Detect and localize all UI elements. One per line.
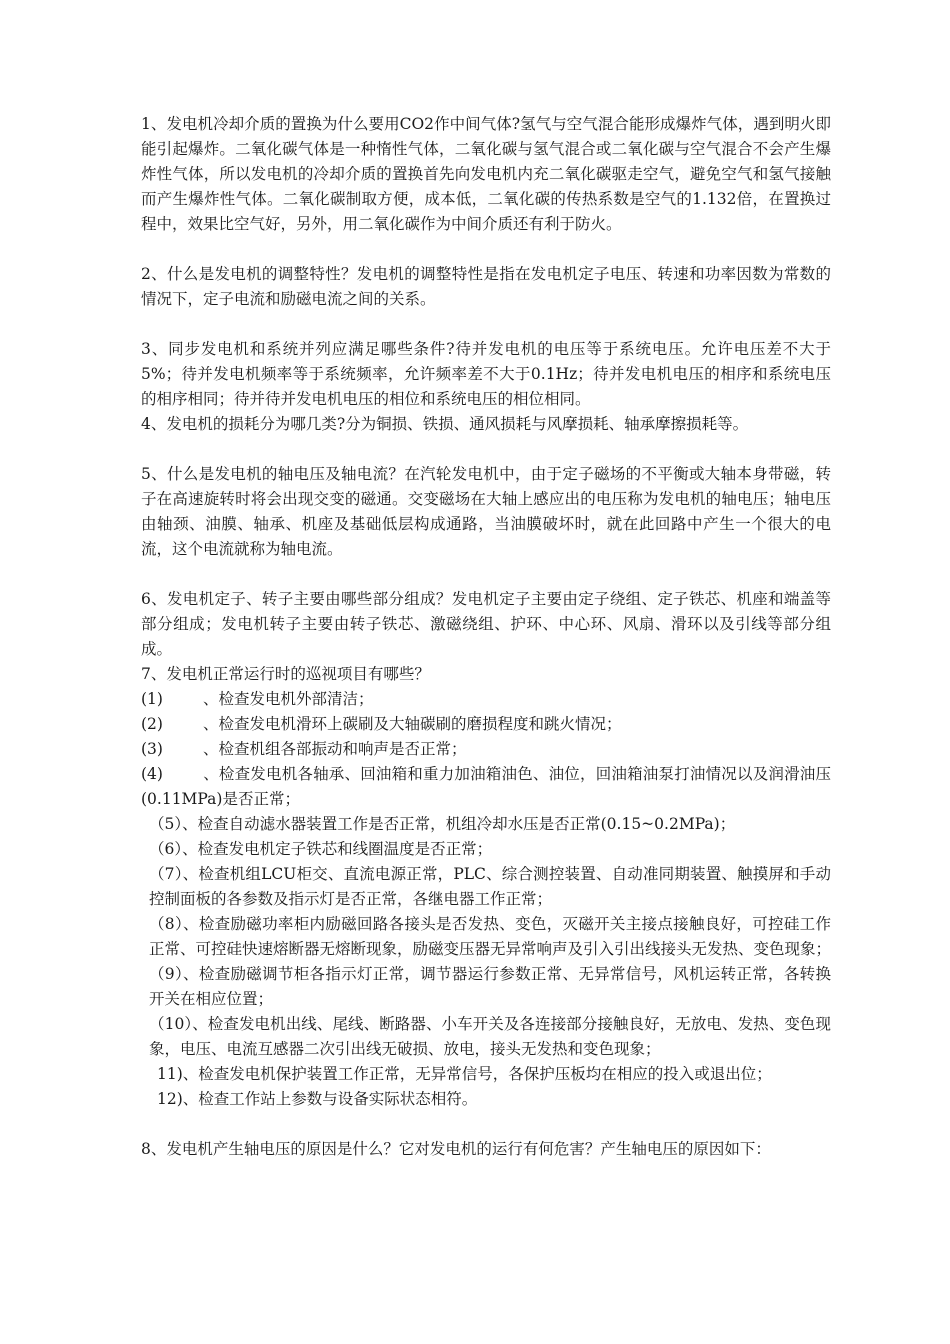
list-item-text: 、检查发电机保护装置工作正常，无异常信号，各保护压板均在相应的投入或退出位； [182, 1065, 772, 1083]
list-item-number: （8） [149, 915, 184, 933]
list-item [141, 812, 831, 837]
paragraph-q7-title: 7、发电机正常运行时的巡视项目有哪些？ [141, 665, 430, 683]
list-item-text: 、检查发电机定子铁芯和线圈温度是否正常； [182, 840, 493, 858]
list-item [141, 837, 831, 862]
list-item-text: 、检查发电机各轴承、回油箱和重力加油箱油色、油位，回油箱油泵打油情况以及润滑油压(0.11MPa)是否正常； [141, 765, 831, 808]
list-item-number: （10） [149, 1015, 193, 1033]
paragraph-q4: 4、发电机的损耗分为哪几类?分为铜损、铁损、通风损耗与风摩损耗、轴承摩擦损耗等。 [141, 415, 749, 433]
list-item-text: 、检查发电机外部清洁； [203, 690, 374, 708]
list-item [141, 687, 831, 712]
paragraph-gap [141, 1112, 831, 1137]
list-item-text: 、检查发电机滑环上碳刷及大轴碳刷的磨损程度和跳火情况； [203, 715, 622, 733]
list-item [141, 962, 831, 1012]
list-item-number: （5） [149, 815, 183, 833]
list-item-number: (1) [141, 690, 163, 708]
paragraph-gap [141, 312, 831, 337]
list-item-text: 、检查工作站上参数与设备实际状态相符。 [182, 1090, 478, 1108]
list-item [141, 1087, 831, 1112]
list-item [141, 1012, 831, 1062]
list-item-text: 、检查机组各部振动和响声是否正常； [203, 740, 467, 758]
list-item-text: 、检查励磁调节柜各指示灯正常，调节器运行参数正常、无异常信号，风机运转正常，各转换开关在相应位置； [149, 965, 831, 1008]
list-item [141, 862, 831, 912]
list-item-number: (4) [141, 765, 163, 783]
list-item-number: (2) [141, 715, 163, 733]
document-body [141, 112, 831, 1162]
list-item-number: (3) [141, 740, 163, 758]
list-item-number: 11) [157, 1065, 183, 1083]
list-item [141, 912, 831, 962]
paragraph-gap [141, 437, 831, 462]
list-item-number: （7） [149, 865, 183, 883]
paragraph-q1: 1、发电机冷却介质的置换为什么要用CO2作中间气体?氢气与空气混合能形成爆炸气体，遇到明火即能引起爆炸。二氧化碳气体是一种惰性气体，二氧化碳与氢气混合或二氧化碳与空气混合不会产生爆炸性气体，所以发电机的冷却介质的置换首先向发电机内充二氧化碳驱走空气，避免空气和氢气接触而产生爆炸性气体。二氧化碳制取方便，成本低，二氧化碳的传热系数是空气的1.132倍，在置换过程中，效果比空气好，另外，用二氧化碳作为中间介质还有利于防火。 [141, 115, 831, 233]
list-item-number: 12) [157, 1090, 183, 1108]
list-item [141, 1062, 831, 1087]
paragraph-gap [141, 237, 831, 262]
list-item-text: 、检查发电机出线、尾线、断路器、小车开关及各连接部分接触良好，无放电、发热、变色现象，电压、电流互感器二次引出线无破损、放电，接头无发热和变色现象； [149, 1015, 831, 1058]
list-item-number: （9） [149, 965, 184, 983]
paragraph-q3: 3、同步发电机和系统并列应满足哪些条件?待并发电机的电压等于系统电压。允许电压差不大于5%；待并发电机频率等于系统频率，允许频率差不大于0.1Hz；待并发电机电压的相序和系统电压的相序相同；待并待并发电机电压的相位和系统电压的相位相同。 [141, 340, 831, 408]
paragraph-q2: 2、什么是发电机的调整特性？发电机的调整特性是指在发电机定子电压、转速和功率因数为常数的情况下，定子电流和励磁电流之间的关系。 [141, 265, 831, 308]
paragraph-q6: 6、发电机定子、转子主要由哪些部分组成？发电机定子主要由定子绕组、定子铁芯、机座和端盖等部分组成；发电机转子主要由转子铁芯、激磁绕组、护环、中心环、风扇、滑环以及引线等部分组成。 [141, 590, 831, 658]
paragraph-q8: 8、发电机产生轴电压的原因是什么？它对发电机的运行有何危害？产生轴电压的原因如下： [141, 1140, 771, 1158]
list-item-number: （6） [149, 840, 183, 858]
list-item-text: 、检查自动滤水器装置工作是否正常，机组冷却水压是否正常(0.15~0.2MPa)； [182, 815, 736, 833]
list-item [141, 737, 831, 762]
paragraph-gap [141, 562, 831, 587]
list-item-text: 、检查机组LCU柜交、直流电源正常，PLC、综合测控装置、自动准同期装置、触摸屏和手动控制面板的各参数及指示灯是否正常，各继电器工作正常； [149, 865, 831, 908]
paragraph-q5: 5、什么是发电机的轴电压及轴电流？在汽轮发电机中，由于定子磁场的不平衡或大轴本身带磁，转子在高速旋转时将会出现交变的磁通。交变磁场在大轴上感应出的电压称为发电机的轴电压；轴电压由轴颈、油膜、轴承、机座及基础低层构成通路，当油膜破坏时，就在此回路中产生一个很大的电流，这个电流就称为轴电流。 [141, 465, 831, 558]
list-item [141, 712, 831, 737]
list-item [141, 762, 831, 812]
list-item-text: 、检查励磁功率柜内励磁回路各接头是否发热、变色，灭磁开关主接点接触良好，可控硅工作正常、可控硅快速熔断器无熔断现象，励磁变压器无异常响声及引入引出线接头无发热、变色现象； [149, 915, 832, 958]
